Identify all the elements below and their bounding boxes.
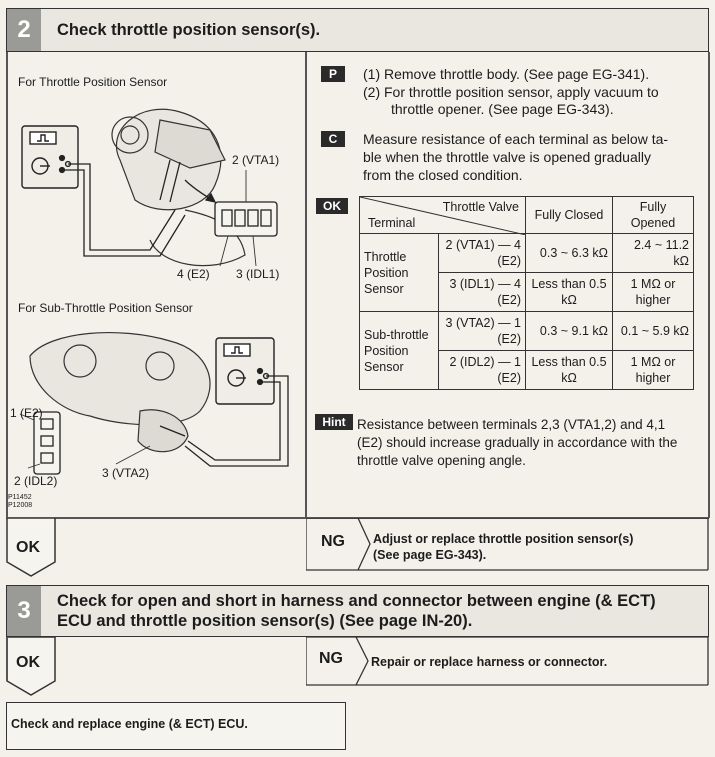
row-2-closed: Less than 0.5 kΩ: [526, 273, 613, 312]
label-e2-4: 4 (E2): [177, 267, 210, 281]
row-2-terminal: 3 (IDL1) — 4 (E2): [439, 273, 526, 312]
figure-id-2: P12008: [8, 502, 33, 509]
label-vta1: 2 (VTA1): [232, 153, 280, 167]
c-line-1: Measure resistance of each terminal as below ta-: [363, 131, 669, 147]
throttle-body-icon: [112, 109, 245, 265]
tag-c: C: [321, 131, 345, 147]
step-number: 3: [7, 586, 41, 636]
ohmmeter-icon: [22, 126, 78, 188]
step-2-right-border: [708, 52, 710, 518]
header-fully-opened: Fully Opened: [613, 197, 694, 234]
step-3-title-line-1: Check for open and short in harness and connector between engine (& ECT): [57, 592, 656, 610]
step-2-ok-label: OK: [16, 539, 40, 556]
header-fully-closed: Fully Closed: [526, 197, 613, 234]
sub-tps-illustration: [10, 316, 302, 486]
row-3-terminal: 3 (VTA2) — 1 (E2): [439, 312, 526, 351]
tps-illustration: [10, 90, 302, 290]
step-3-ng-text: Repair or replace harness or connector.: [371, 655, 608, 669]
hint-line-1: Resistance between terminals 2,3 (VTA1,2) and 4,1: [357, 417, 666, 432]
p-line-2: (2) For throttle position sensor, apply vacuum to: [363, 84, 659, 100]
step-3-ok-label: OK: [16, 654, 40, 671]
step-title: Check throttle position sensor(s).: [57, 21, 321, 39]
label-idl2: 2 (IDL2): [14, 474, 58, 488]
step-3-header: [6, 585, 709, 637]
row-1-terminal: 2 (VTA1) — 4 (E2): [439, 234, 526, 273]
step-number: 2: [7, 9, 41, 51]
p-line-1: (1) Remove throttle body. (See page EG-341).: [363, 66, 650, 82]
row-4-terminal: 2 (IDL2) — 1 (E2): [439, 351, 526, 390]
table-corner-cell: [360, 197, 526, 234]
step-3-left-border: [6, 637, 8, 681]
tag-p: P: [321, 66, 345, 82]
step-2-ng-line-1: Adjust or replace throttle position sensor(s): [373, 532, 634, 546]
tag-ok: OK: [316, 198, 348, 214]
step-2-divider: [305, 52, 307, 518]
step-2-header: [6, 8, 709, 52]
p-line-3: throttle opener. (See page EG-343).: [391, 101, 614, 117]
figure-id-1: P11452: [8, 494, 32, 501]
row-4-closed: Less than 0.5 kΩ: [526, 351, 613, 390]
row-4-opened: 1 MΩ or higher: [613, 351, 694, 390]
step-3-title-line-2: ECU and throttle position sensor(s) (See page IN-20).: [57, 612, 473, 630]
header-terminal: Terminal: [368, 216, 416, 230]
c-line-3: from the closed condition.: [363, 167, 523, 183]
hint-line-3: throttle valve opening angle.: [357, 453, 526, 468]
label-idl1: 3 (IDL1): [236, 267, 280, 281]
step-2-left-border: [6, 52, 8, 518]
tag-hint: Hint: [315, 414, 353, 430]
group-throttle-position-sensor: Throttle Position Sensor: [360, 234, 439, 312]
resistance-table: [359, 196, 694, 390]
label-e2-1: 1 (E2): [10, 406, 43, 420]
step-2-ng-label: NG: [321, 533, 345, 550]
row-2-opened: 1 MΩ or higher: [613, 273, 694, 312]
group-sub-throttle-position-sensor: Sub-throttle Position Sensor: [360, 312, 439, 390]
row-3-opened: 0.1 ~ 5.9 kΩ: [613, 312, 694, 351]
step-2-ng-line-2: (See page EG-343).: [373, 548, 487, 562]
row-1-opened: 2.4 ~ 11.2 kΩ: [613, 234, 694, 273]
final-action-box: Check and replace engine (& ECT) ECU.: [6, 702, 346, 750]
hint-line-2: (E2) should increase gradually in accordance with the: [357, 435, 678, 450]
c-line-2: ble when the throttle valve is opened gradually: [363, 149, 651, 165]
row-3-closed: 0.3 ~ 9.1 kΩ: [526, 312, 613, 351]
fig-sub-caption: For Sub-Throttle Position Sensor: [18, 301, 193, 315]
header-throttle-valve: Throttle Valve: [442, 200, 519, 214]
row-1-closed: 0.3 ~ 6.3 kΩ: [526, 234, 613, 273]
step-3-ng-label: NG: [319, 650, 343, 667]
fig-tps-caption: For Throttle Position Sensor: [18, 75, 168, 89]
ohmmeter-icon: [216, 338, 274, 404]
label-vta2: 3 (VTA2): [102, 466, 150, 480]
